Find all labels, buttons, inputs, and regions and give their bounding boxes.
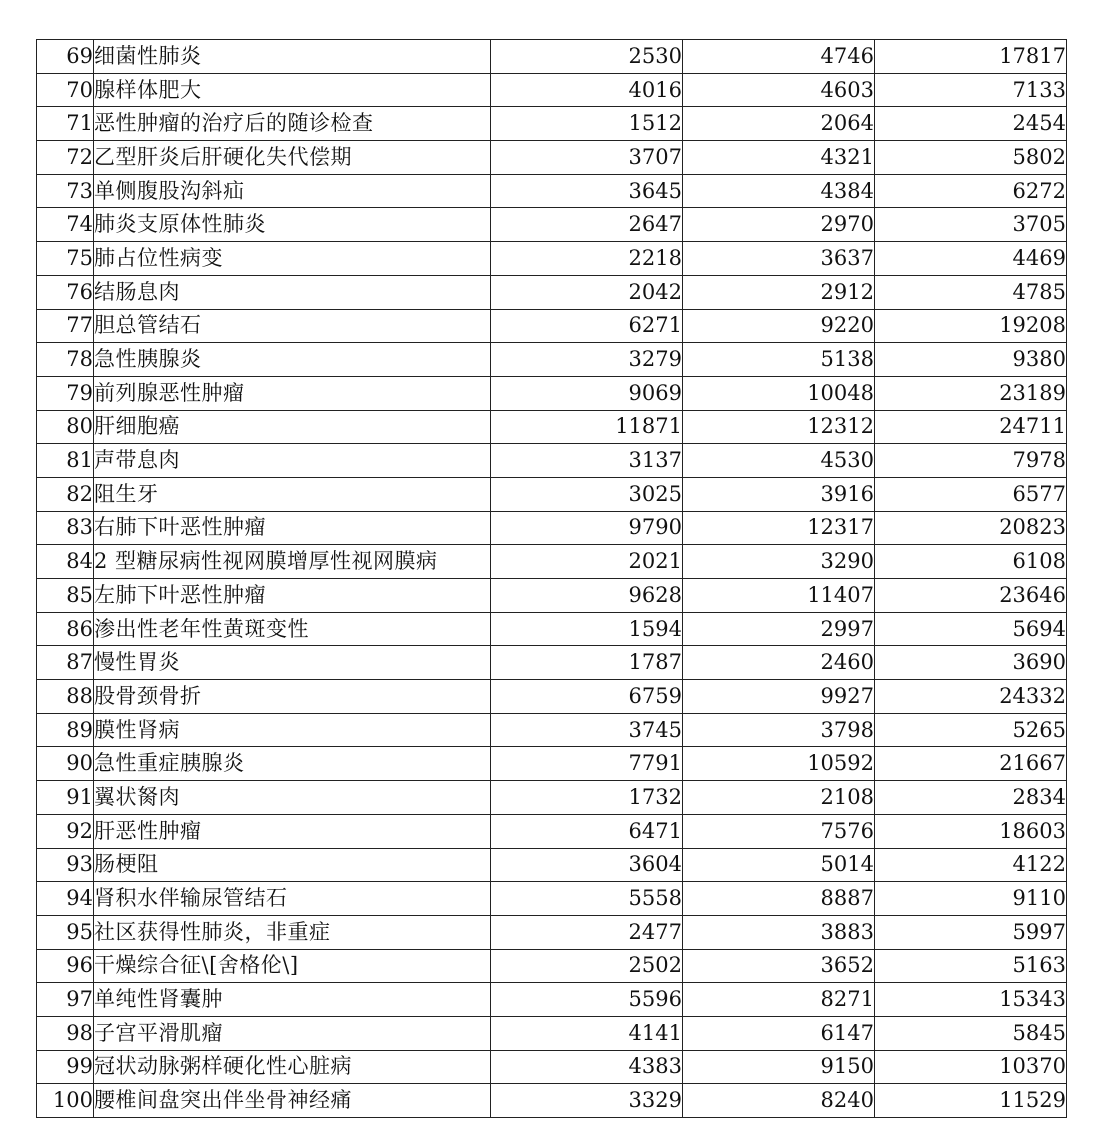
table-row [37,1084,1067,1118]
value-col-1: 11871 [491,410,683,444]
value-col-2: 10048 [683,376,875,410]
value-col-3: 15343 [875,983,1067,1017]
value-col-3: 3690 [875,646,1067,680]
value-col-2: 9927 [683,680,875,714]
table-row [37,579,1067,613]
table-row [37,680,1067,714]
diagnosis-name: 冠状动脉粥样硬化性心脏病 [94,1050,491,1084]
table-row [37,646,1067,680]
table-row [37,275,1067,309]
value-col-1: 3707 [491,141,683,175]
value-col-3: 11529 [875,1084,1067,1118]
diagnosis-name: 渗出性老年性黄斑变性 [94,612,491,646]
row-number: 88 [37,680,94,714]
value-col-3: 5802 [875,141,1067,175]
value-col-2: 2460 [683,646,875,680]
value-col-2: 5138 [683,343,875,377]
value-col-1: 3279 [491,343,683,377]
value-col-2: 4603 [683,73,875,107]
row-number: 70 [37,73,94,107]
value-col-1: 2502 [491,949,683,983]
table-row [37,410,1067,444]
table-row [37,208,1067,242]
diagnosis-name: 细菌性肺炎 [94,40,491,74]
value-col-1: 2218 [491,242,683,276]
value-col-1: 7791 [491,747,683,781]
diagnosis-name: 乙型肝炎后肝硬化失代偿期 [94,141,491,175]
diagnosis-name: 声带息肉 [94,444,491,478]
value-col-3: 3705 [875,208,1067,242]
row-number: 80 [37,410,94,444]
value-col-2: 10592 [683,747,875,781]
diagnosis-name: 左肺下叶恶性肿瘤 [94,579,491,613]
diagnosis-name: 胆总管结石 [94,309,491,343]
row-number: 69 [37,40,94,74]
diagnosis-name: 结肠息肉 [94,275,491,309]
value-col-3: 7133 [875,73,1067,107]
row-number: 77 [37,309,94,343]
value-col-1: 9790 [491,511,683,545]
diagnosis-name: 社区获得性肺炎，非重症 [94,915,491,949]
value-col-2: 3652 [683,949,875,983]
value-col-2: 9220 [683,309,875,343]
value-col-1: 1787 [491,646,683,680]
value-col-2: 4384 [683,174,875,208]
table-row [37,814,1067,848]
diagnosis-name: 单纯性肾囊肿 [94,983,491,1017]
diagnosis-name: 2 型糖尿病性视网膜增厚性视网膜病 [94,545,491,579]
table-row [37,612,1067,646]
table-row [37,73,1067,107]
value-col-1: 3604 [491,848,683,882]
value-col-2: 9150 [683,1050,875,1084]
value-col-3: 17817 [875,40,1067,74]
value-col-1: 4016 [491,73,683,107]
table-row [37,747,1067,781]
value-col-1: 5558 [491,882,683,916]
value-col-2: 6147 [683,1016,875,1050]
table-row [37,376,1067,410]
diagnosis-name: 肝恶性肿瘤 [94,814,491,848]
row-number: 75 [37,242,94,276]
value-col-2: 4321 [683,141,875,175]
value-col-2: 12317 [683,511,875,545]
row-number: 74 [37,208,94,242]
diagnosis-name: 膜性肾病 [94,713,491,747]
value-col-1: 9628 [491,579,683,613]
table-row [37,242,1067,276]
value-col-3: 24711 [875,410,1067,444]
diagnosis-name: 肠梗阻 [94,848,491,882]
diagnosis-name: 股骨颈骨折 [94,680,491,714]
row-number: 84 [37,545,94,579]
row-number: 79 [37,376,94,410]
value-col-3: 4122 [875,848,1067,882]
value-col-1: 5596 [491,983,683,1017]
value-col-2: 3798 [683,713,875,747]
diagnosis-name: 肺炎支原体性肺炎 [94,208,491,242]
value-col-1: 9069 [491,376,683,410]
table-row [37,882,1067,916]
row-number: 83 [37,511,94,545]
diagnosis-name: 子宫平滑肌瘤 [94,1016,491,1050]
value-col-1: 2021 [491,545,683,579]
value-col-3: 18603 [875,814,1067,848]
value-col-2: 3637 [683,242,875,276]
value-col-3: 10370 [875,1050,1067,1084]
value-col-2: 2997 [683,612,875,646]
table-row [37,949,1067,983]
value-col-2: 2912 [683,275,875,309]
table-row [37,511,1067,545]
value-col-1: 4383 [491,1050,683,1084]
table-row [37,309,1067,343]
table-row [37,107,1067,141]
row-number: 86 [37,612,94,646]
row-number: 98 [37,1016,94,1050]
diagnosis-name: 慢性胃炎 [94,646,491,680]
value-col-3: 20823 [875,511,1067,545]
row-number: 93 [37,848,94,882]
value-col-2: 3290 [683,545,875,579]
value-col-1: 1732 [491,781,683,815]
table-row [37,781,1067,815]
value-col-2: 11407 [683,579,875,613]
row-number: 90 [37,747,94,781]
value-col-1: 3137 [491,444,683,478]
table-body [37,40,1067,1118]
row-number: 100 [37,1084,94,1118]
value-col-1: 2530 [491,40,683,74]
value-col-3: 5694 [875,612,1067,646]
diagnosis-name: 翼状胬肉 [94,781,491,815]
diagnosis-name: 肺占位性病变 [94,242,491,276]
row-number: 87 [37,646,94,680]
table-row [37,713,1067,747]
row-number: 72 [37,141,94,175]
value-col-1: 6271 [491,309,683,343]
value-col-3: 5845 [875,1016,1067,1050]
row-number: 78 [37,343,94,377]
row-number: 76 [37,275,94,309]
row-number: 82 [37,477,94,511]
value-col-3: 4785 [875,275,1067,309]
diagnosis-name: 急性重症胰腺炎 [94,747,491,781]
table-row [37,477,1067,511]
value-col-3: 6272 [875,174,1067,208]
table-row [37,174,1067,208]
value-col-3: 5265 [875,713,1067,747]
value-col-3: 5163 [875,949,1067,983]
table-row [37,983,1067,1017]
value-col-1: 2477 [491,915,683,949]
row-number: 95 [37,915,94,949]
value-col-3: 6577 [875,477,1067,511]
row-number: 94 [37,882,94,916]
value-col-2: 8240 [683,1084,875,1118]
diagnosis-name: 急性胰腺炎 [94,343,491,377]
value-col-2: 3916 [683,477,875,511]
value-col-1: 2647 [491,208,683,242]
diagnosis-name: 肝细胞癌 [94,410,491,444]
value-col-2: 4530 [683,444,875,478]
row-number: 96 [37,949,94,983]
row-number: 99 [37,1050,94,1084]
row-number: 81 [37,444,94,478]
table-row [37,1050,1067,1084]
value-col-3: 23189 [875,376,1067,410]
value-col-3: 19208 [875,309,1067,343]
row-number: 92 [37,814,94,848]
value-col-1: 3025 [491,477,683,511]
value-col-2: 2064 [683,107,875,141]
value-col-2: 3883 [683,915,875,949]
value-col-1: 3329 [491,1084,683,1118]
value-col-1: 1512 [491,107,683,141]
diagnosis-name: 肾积水伴输尿管结石 [94,882,491,916]
value-col-2: 2970 [683,208,875,242]
value-col-1: 4141 [491,1016,683,1050]
value-col-1: 2042 [491,275,683,309]
diagnosis-name: 恶性肿瘤的治疗后的随诊检查 [94,107,491,141]
value-col-2: 12312 [683,410,875,444]
value-col-3: 2454 [875,107,1067,141]
row-number: 97 [37,983,94,1017]
diagnosis-name: 腺样体肥大 [94,73,491,107]
value-col-1: 1594 [491,612,683,646]
value-col-1: 6471 [491,814,683,848]
row-number: 89 [37,713,94,747]
value-col-3: 4469 [875,242,1067,276]
diagnosis-name: 腰椎间盘突出伴坐骨神经痛 [94,1084,491,1118]
value-col-3: 9110 [875,882,1067,916]
diagnosis-name: 前列腺恶性肿瘤 [94,376,491,410]
value-col-3: 23646 [875,579,1067,613]
value-col-2: 7576 [683,814,875,848]
value-col-3: 6108 [875,545,1067,579]
table-row [37,444,1067,478]
table-row [37,545,1067,579]
table-row [37,40,1067,74]
diagnosis-name: 右肺下叶恶性肿瘤 [94,511,491,545]
row-number: 91 [37,781,94,815]
value-col-3: 5997 [875,915,1067,949]
diagnosis-name: 干燥综合征\[舍格伦\] [94,949,491,983]
value-col-1: 6759 [491,680,683,714]
value-col-3: 24332 [875,680,1067,714]
value-col-2: 8271 [683,983,875,1017]
table-row [37,343,1067,377]
value-col-1: 3745 [491,713,683,747]
value-col-3: 21667 [875,747,1067,781]
table-row [37,1016,1067,1050]
diagnosis-name: 阻生牙 [94,477,491,511]
value-col-2: 2108 [683,781,875,815]
value-col-3: 2834 [875,781,1067,815]
table-row [37,848,1067,882]
data-table [36,39,1067,1118]
table-row [37,915,1067,949]
value-col-3: 7978 [875,444,1067,478]
diagnosis-name: 单侧腹股沟斜疝 [94,174,491,208]
row-number: 85 [37,579,94,613]
value-col-2: 5014 [683,848,875,882]
row-number: 71 [37,107,94,141]
value-col-1: 3645 [491,174,683,208]
value-col-2: 8887 [683,882,875,916]
table-row [37,141,1067,175]
value-col-2: 4746 [683,40,875,74]
row-number: 73 [37,174,94,208]
value-col-3: 9380 [875,343,1067,377]
